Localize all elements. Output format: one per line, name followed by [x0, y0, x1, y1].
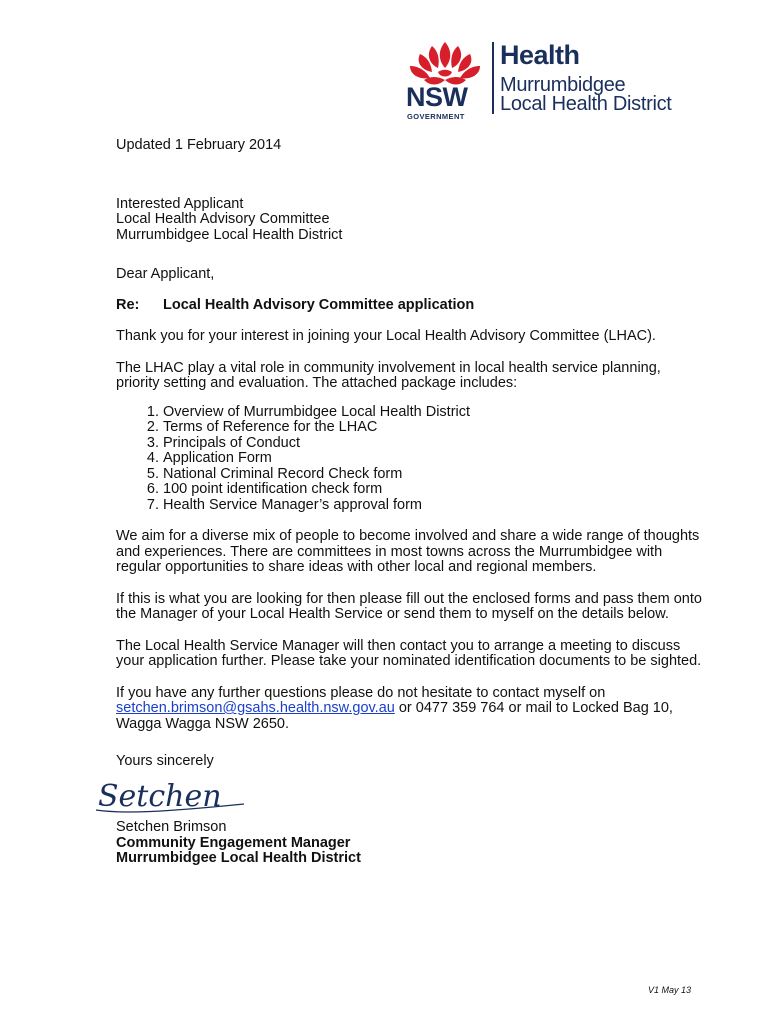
paragraph-instructions: If this is what you are looking for then please fill out the enclosed forms and pass them onto the Manager of your Local Health Service or send them to myself on the details below.: [116, 590, 702, 622]
government-wordmark: GOVERNMENT: [407, 112, 465, 121]
paragraph-role: The LHAC play a vital role in community involvement in local health service planning, priority setting and evaluation. The attached package includes:: [116, 359, 661, 391]
signature-text: Setchen: [98, 778, 222, 814]
closing: Yours sincerely: [116, 753, 214, 769]
contact-text: If you have any further questions please do not hesitate to contact myself on: [116, 684, 606, 701]
list-item: 3. Principals of Conduct: [163, 436, 706, 452]
package-list: [116, 405, 706, 514]
signer-organisation: Murrumbidgee Local Health District: [116, 850, 361, 866]
recipient-block: [116, 197, 706, 244]
email-link[interactable]: setchen.brimson@gsahs.health.nsw.gov.au: [116, 700, 395, 716]
list-item: 1. Overview of Murrumbidgee Local Health District: [163, 405, 706, 421]
signer-title: Community Engagement Manager: [116, 834, 351, 851]
recipient-line: Local Health Advisory Committee: [116, 211, 330, 227]
district-name: [500, 76, 672, 114]
contact-text-continued: or 0477 359 764 or mail to Locked Bag 10, Wagga Wagga NSW 2650.: [116, 700, 673, 732]
recipient-line: Murrumbidgee Local Health District: [116, 226, 343, 243]
health-wordmark: Health: [500, 40, 580, 70]
logo-divider: [492, 42, 494, 114]
list-item: 7. Health Service Manager’s approval form: [163, 498, 706, 514]
list-item: 6. 100 point identification check form: [163, 482, 706, 498]
list-item: 2. Terms of Reference for the LHAC: [163, 420, 706, 436]
recipient-line: Interested Applicant: [116, 195, 244, 212]
signer-name: Setchen Brimson: [116, 819, 227, 835]
paragraph-contact: [116, 686, 706, 733]
list-item: 5. National Criminal Record Check form: [163, 467, 706, 483]
paragraph-followup: The Local Health Service Manager will then contact you to arrange a meeting to discuss your application further. Please take your nominated identification documents to be sighted.: [116, 637, 702, 669]
nsw-health-logo: [402, 38, 702, 122]
paragraph-diversity: We aim for a diverse mix of people to become involved and share a wide range of thoughts and experiences. There are committees in most towns across the Murrumbidgee with regular opportunities to share ideas with other local and regional members.: [116, 528, 700, 575]
updated-date: Updated 1 February 2014: [116, 137, 282, 153]
subject-line: [116, 298, 706, 314]
version-label: V1 May 13: [648, 985, 692, 995]
nsw-wordmark: NSW: [406, 82, 468, 112]
signature: [94, 774, 254, 816]
subject-text: Local Health Advisory Committee application: [163, 296, 475, 313]
subject-label: Re:: [116, 296, 140, 313]
salutation: Dear Applicant,: [116, 266, 215, 282]
paragraph-intro: Thank you for your interest in joining your Local Health Advisory Committee (LHAC).: [116, 328, 656, 344]
letter-body: [98, 137, 706, 867]
district-name-line2: Local Health District: [500, 93, 672, 115]
district-name-line1: Murrumbidgee: [500, 74, 626, 96]
list-item: 4. Application Form: [163, 451, 706, 467]
